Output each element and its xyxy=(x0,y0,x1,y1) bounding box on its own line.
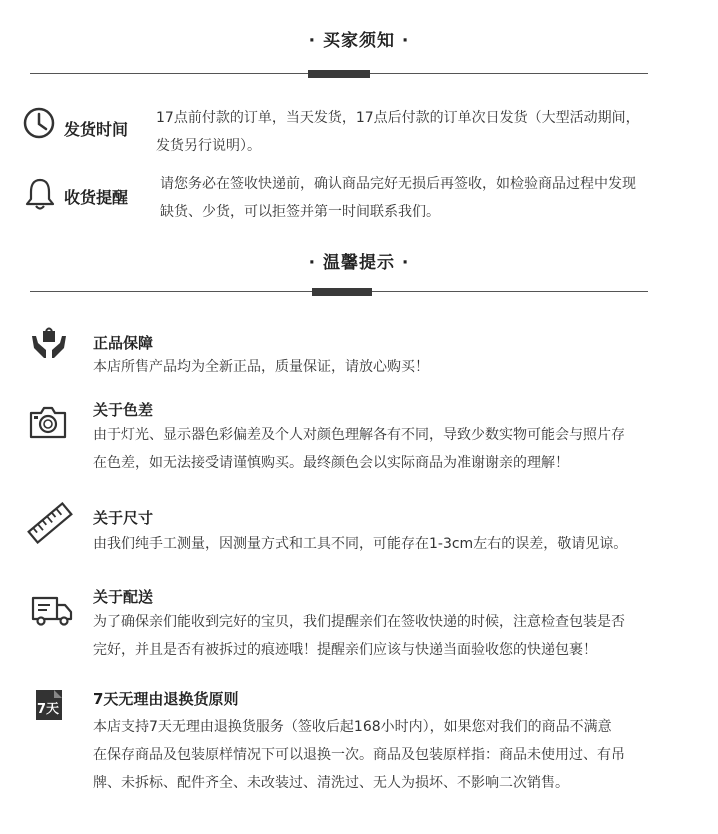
text-line: 在保存商品及包装原样情况下可以退换一次。商品及包装原样指：商品未使用过、有吊 xyxy=(93,747,625,763)
clock-icon xyxy=(22,106,56,140)
text-line: 牌、未拆标、配件齐全、未改装过、清洗过、无人为损坏、不影响二次销售。 xyxy=(93,775,569,791)
camera-icon xyxy=(28,404,68,440)
genuine-heading: 正品保障 xyxy=(93,334,154,352)
text-line: 本店支持7天无理由退换货服务（签收后起168小时内），如果您对我们的商品不满意 xyxy=(93,719,612,735)
receipt-reminder-text xyxy=(160,170,700,226)
genuine-text xyxy=(93,353,693,381)
section-title-tips: · 温馨提示 · xyxy=(308,253,410,273)
delivery-text xyxy=(93,608,703,664)
text-line: 完好，并且是否有被拆过的痕迹哦！提醒亲们应该与快递当面验收您的快递包裹！ xyxy=(93,642,597,658)
text-line: 由于灯光、显示器色彩偏差及个人对颜色理解各有不同，导致少数实物可能会与照片存 xyxy=(93,427,625,443)
size-text xyxy=(93,530,703,558)
text-line: 17点前付款的订单，当天发货，17点后付款的订单次日发货（大型活动期间， xyxy=(156,110,640,126)
text-line: 缺货、少货，可以拒签并第一时间联系我们。 xyxy=(160,204,440,220)
bell-icon xyxy=(24,177,56,211)
return-policy-heading: 7天无理由退换货原则 xyxy=(93,690,239,708)
color-diff-heading: 关于色差 xyxy=(93,401,154,419)
text-line: 由我们纯手工测量，因测量方式和工具不同，可能存在1-3cm左右的误差，敬请见谅。 xyxy=(93,536,628,552)
text-line: 为了确保亲们能收到完好的宝贝，我们提醒亲们在签收快递的时候，注意检查包装是否 xyxy=(93,614,625,630)
text-line: 发货另行说明）。 xyxy=(156,138,261,154)
size-heading: 关于尺寸 xyxy=(93,509,154,527)
text-line: 请您务必在签收快递前，确认商品完好无损后再签收，如检验商品过程中发现 xyxy=(160,176,636,192)
text-line: 在色差，如无法接受请谨慎购买。最终颜色会以实际商品为准谢谢亲的理解！ xyxy=(93,455,569,471)
delivery-heading: 关于配送 xyxy=(93,588,154,606)
ruler-icon xyxy=(26,502,74,544)
receipt-reminder-label: 收货提醒 xyxy=(64,188,129,207)
shipping-time-label: 发货时间 xyxy=(64,120,129,139)
text-line: 本店所售产品均为全新正品，质量保证，请放心购买！ xyxy=(93,359,429,375)
seven-day-icon-text: 7天 xyxy=(37,702,60,717)
shipping-time-text xyxy=(156,104,696,160)
color-diff-text xyxy=(93,421,703,477)
hands-bag-icon xyxy=(30,326,68,360)
return-policy-text xyxy=(93,713,703,797)
truck-icon xyxy=(30,594,74,628)
divider-accent xyxy=(312,288,372,296)
divider-accent xyxy=(308,70,370,78)
section-title-buyer-notice: · 买家须知 · xyxy=(308,31,410,51)
